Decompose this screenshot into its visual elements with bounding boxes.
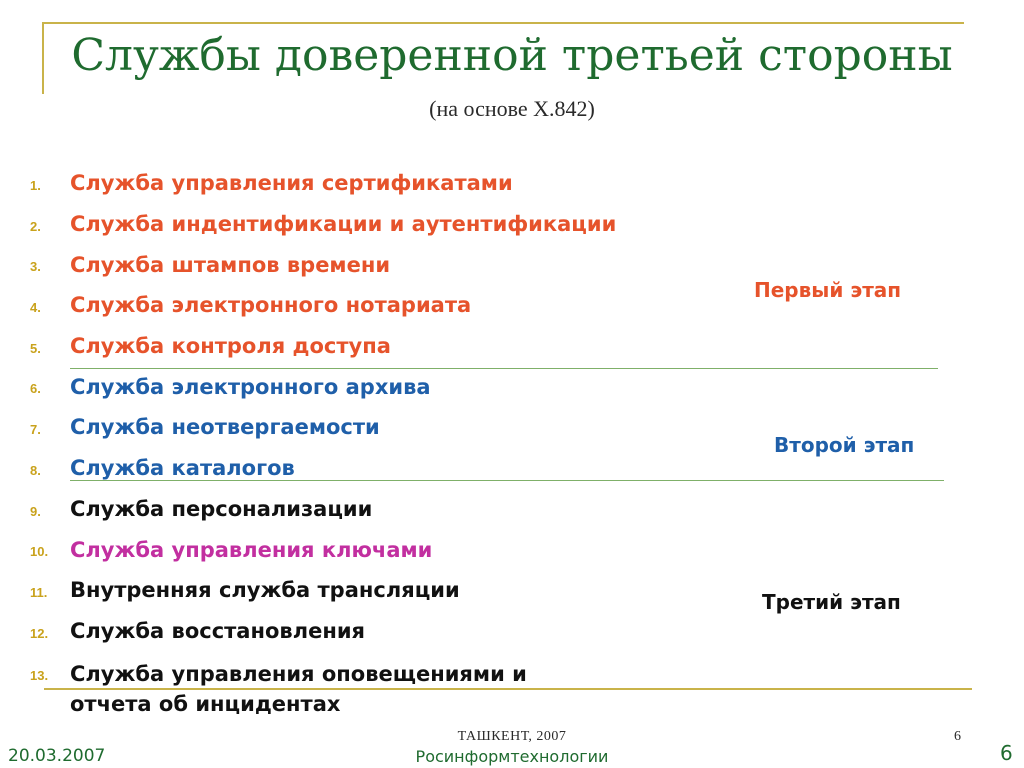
item-number: 6.: [30, 381, 41, 397]
item-text: Служба контроля доступа: [70, 334, 391, 359]
footer-city: ТАШКЕНТ, 2007: [457, 729, 567, 744]
item-number: 9.: [30, 503, 41, 519]
item-number: 4.: [30, 300, 41, 316]
stage-label-first: Первый этап: [754, 278, 902, 302]
list-item: [30, 244, 750, 285]
item-text: Служба каталогов: [70, 456, 295, 481]
item-text-line-2: отчета об инцидентах: [70, 692, 341, 717]
footer-date: 20.03.2007: [8, 746, 106, 766]
stage-label-second: Второй этап: [774, 433, 915, 457]
stage-label-third: Третий этап: [762, 590, 901, 614]
list-item: [30, 489, 750, 530]
footer-organization: Росинформтехнологии: [415, 747, 609, 766]
item-text: Служба восстановления: [70, 618, 366, 643]
item-number: 11.: [30, 584, 48, 600]
item-number: 12.: [30, 625, 49, 641]
item-text: Служба персонализации: [70, 496, 373, 521]
slide-subtitle: (на основе Х.842): [429, 96, 595, 121]
stage-divider-2: [70, 480, 944, 481]
list-item: [30, 407, 750, 448]
item-text-line-1: Служба управления оповещениями и: [70, 662, 527, 687]
title-frame-top: [42, 22, 964, 24]
list-item: [30, 529, 750, 570]
list-item: [30, 285, 750, 326]
item-number: 13.: [30, 668, 49, 684]
item-number: 3.: [30, 259, 41, 275]
services-list: [30, 163, 750, 717]
item-text: Служба управления ключами: [70, 537, 433, 562]
item-text: Внутренняя служба трансляции: [70, 578, 460, 603]
list-item: [30, 570, 750, 611]
list-item: [30, 163, 750, 204]
stage-divider-1: [70, 368, 938, 369]
item-text: Служба штампов времени: [70, 252, 391, 277]
item-text: Служба управления сертификатами: [70, 171, 513, 196]
item-number: 7.: [30, 422, 41, 438]
list-item: [30, 611, 750, 652]
item-text: Служба неотвергаемости: [70, 415, 380, 440]
item-number: 2.: [30, 218, 41, 234]
list-item: [30, 448, 750, 489]
slide-title: Службы доверенной третьей стороны: [71, 30, 953, 81]
page-number: 6: [1000, 741, 1013, 765]
footer-divider: [44, 688, 972, 690]
item-text: Служба электронного нотариата: [70, 293, 472, 318]
list-item: [30, 326, 750, 367]
list-item: [30, 366, 750, 407]
item-number: 8.: [30, 462, 41, 478]
list-item: [30, 651, 750, 717]
page-number-small: 6: [954, 729, 961, 744]
item-text: Служба электронного архива: [70, 374, 431, 399]
item-text: Служба индентификации и аутентификации: [70, 212, 617, 237]
item-number: 1.: [30, 178, 41, 193]
item-number: 10.: [30, 544, 49, 560]
item-number: 5.: [30, 340, 41, 356]
list-item: [30, 204, 750, 245]
